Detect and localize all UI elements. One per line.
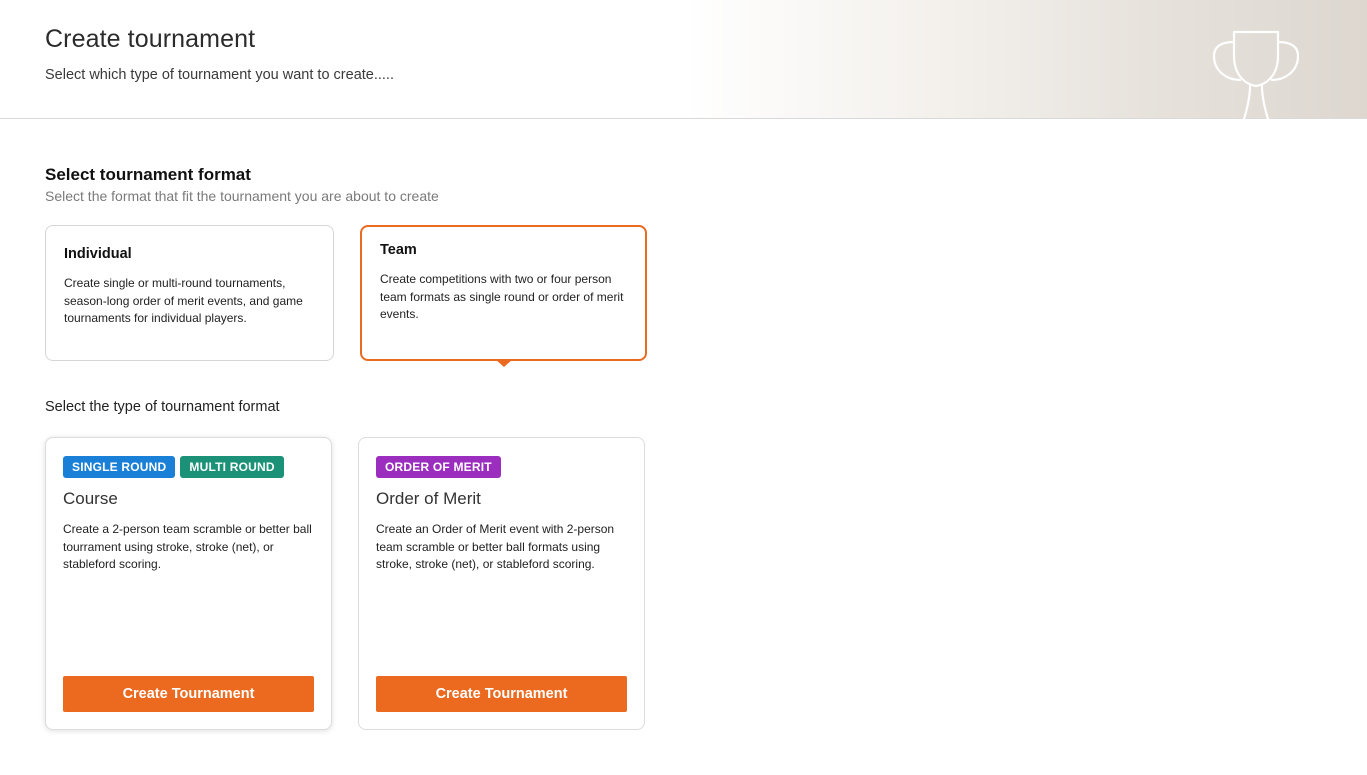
type-card-title: Course [63, 489, 118, 508]
format-card-description: Create single or multi-round tournaments, season-long order of merit events, and game tournaments for individual players. [64, 276, 303, 325]
type-card-description: Create a 2-person team scramble or better ball tourrament using stroke, stroke (net), or stableford scoring. [63, 522, 312, 571]
badge-single-round: SINGLE ROUND [63, 456, 175, 478]
badge-multi-round: MULTI ROUND [180, 456, 283, 478]
format-card-title: Team [380, 242, 417, 258]
format-card-title: Individual [64, 246, 132, 262]
tournament-type-card-order-of-merit [358, 437, 645, 730]
badge-order-of-merit: ORDER OF MERIT [376, 456, 501, 478]
create-tournament-button[interactable]: Create Tournament [63, 676, 314, 712]
badge-group [376, 456, 501, 478]
type-section-title: Select the type of tournament format [45, 399, 280, 415]
trophy-icon [1206, 28, 1306, 119]
create-tournament-button[interactable]: Create Tournament [376, 676, 627, 712]
badge-group [63, 456, 284, 478]
format-card-description: Create competitions with two or four person team formats as single round or order of merit events. [380, 272, 624, 321]
page-title: Create tournament [45, 25, 256, 53]
page-subtitle: Select which type of tournament you want to create..... [45, 67, 394, 83]
format-section-subtitle: Select the format that fit the tournament you are about to create [45, 188, 439, 204]
format-card-team[interactable] [360, 225, 647, 361]
format-card-individual[interactable] [45, 225, 334, 361]
tournament-type-card-course [45, 437, 332, 730]
format-section-title: Select tournament format [45, 165, 251, 184]
page-header [0, 0, 1367, 119]
type-card-title: Order of Merit [376, 489, 481, 508]
type-card-description: Create an Order of Merit event with 2-person team scramble or better ball formats using stroke, stroke (net), or stableford scoring. [376, 522, 615, 571]
selected-pointer [495, 359, 513, 367]
